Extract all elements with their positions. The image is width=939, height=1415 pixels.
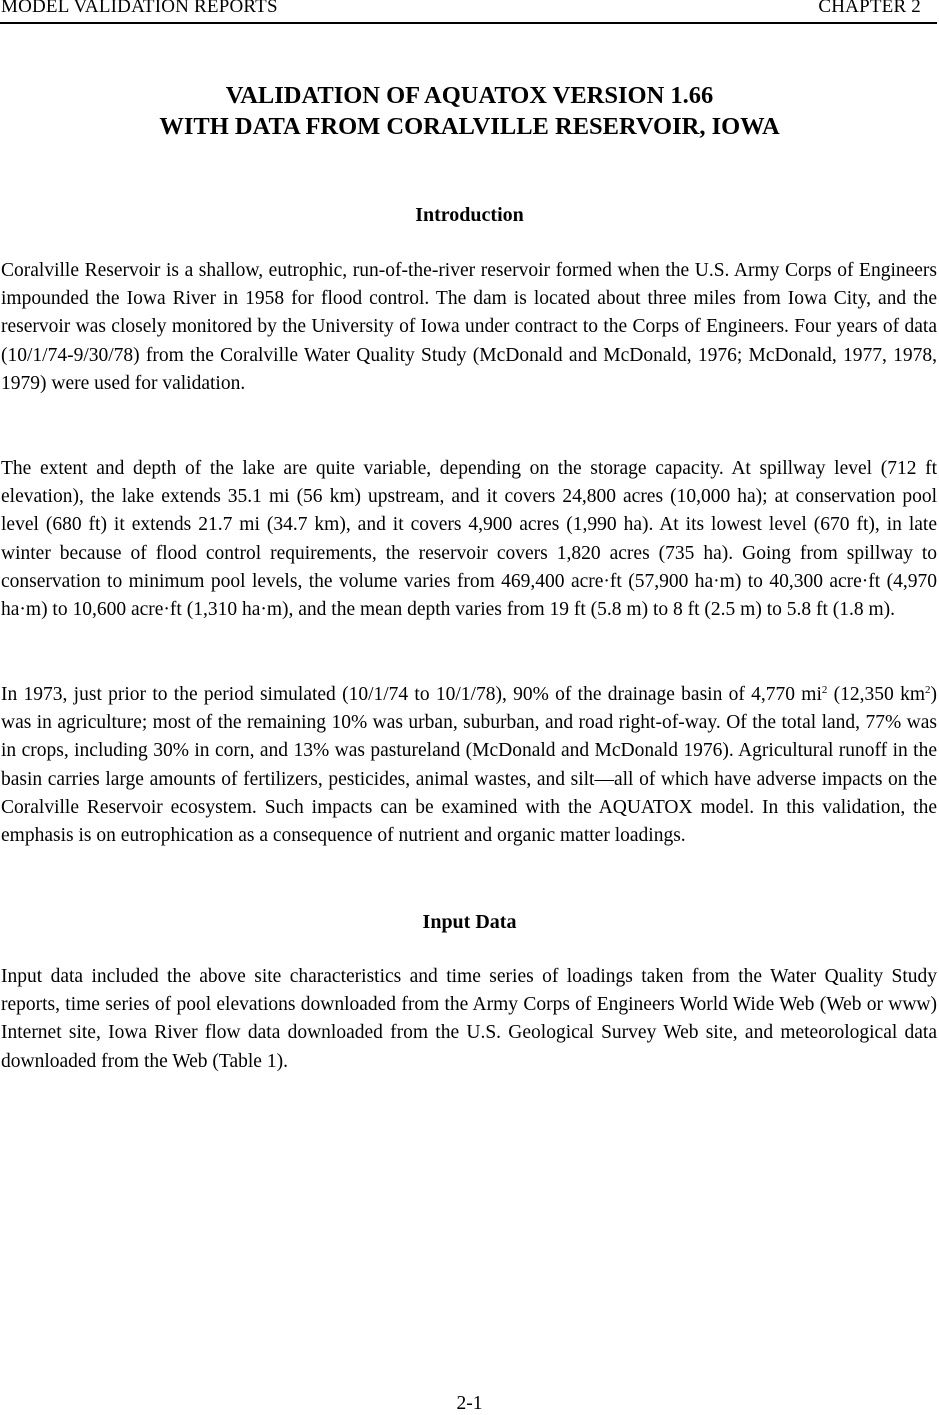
square-km-superscript: 2	[925, 684, 931, 696]
document-title-line-1: VALIDATION OF AQUATOX VERSION 1.66	[225, 82, 714, 109]
input-data-heading: Input Data	[422, 911, 517, 933]
introduction-paragraph-1: Coralville Reservoir is a shallow, eutrophic, run-of-the-river reservoir formed when the U.S. Army Corps of Engineers impounded the Iowa River in 1958 for flood control. The dam is located about three miles from Iowa City, and the reservoir was closely monitored by the University of Iowa under contract to the Corps of Engineers. Four years of data (10/1/74-9/30/78) from the Coralville Water Quality Study (McDonald and McDonald, 1976; McDonald, 1977, 1978, 1979) were used for validation.	[1, 260, 937, 394]
introduction-paragraph-3	[1, 681, 937, 850]
header-report-series: MODEL VALIDATION REPORTS	[1, 0, 278, 17]
header-chapter: CHAPTER 2	[818, 0, 921, 17]
paragraph-3-text-c: ) was in agriculture; most of the remaining 10% was urban, suburban, and road right-of-way. Of the total land, 77% was in crops, including 30% in corn, and 13% was pastureland (McDonald and McDonald 1976). Agricultural runoff in the basin carries large amounts of fertilizers, pesticides, animal wastes, and silt—all of which have adverse impacts on the Coralville Reservoir ecosystem. Such impacts can be examined with the AQUATOX model. In this validation, the emphasis is on eutrophication as a consequence of nutrient and organic matter loadings.	[1, 684, 937, 847]
document-title-line-2: WITH DATA FROM CORALVILLE RESERVOIR, IOWA	[159, 113, 780, 140]
running-header	[0, 0, 937, 24]
input-data-paragraph-1: Input data included the above site characteristics and time series of loadings taken from the Water Quality Study reports, time series of pool elevations downloaded from the Army Corps of Engineers World Wide Web (Web or www) Internet site, Iowa River flow data downloaded from the U.S. Geological Survey Web site, and meteorological data downloaded from the Web (Table 1).	[1, 966, 937, 1072]
page-number: 2-1	[456, 1393, 483, 1414]
paragraph-3-text-b: (12,350 km	[827, 684, 925, 705]
introduction-paragraph-2: The extent and depth of the lake are quite variable, depending on the storage capacity. At spillway level (712 ft elevation), the lake extends 35.1 mi (56 km) upstream, and it covers 24,800 acres (10,000 ha); at conservation pool level (680 ft) it extends 21.7 mi (34.7 km), and it covers 4,900 acres (1,990 ha). At its lowest level (670 ft), in late winter because of flood control requirements, the reservoir covers 1,820 acres (735 ha). Going from spillway to conservation to minimum pool levels, the volume varies from 469,400 acre·ft (57,900 ha·m) to 40,300 acre·ft (4,970 ha·m) to 10,600 acre·ft (1,310 ha·m), and the mean depth varies from 19 ft (5.8 m) to 8 ft (2.5 m) to 5.8 ft (1.8 m).	[1, 458, 937, 621]
introduction-heading: Introduction	[415, 204, 524, 226]
paragraph-3-text-a: In 1973, just prior to the period simulated (10/1/74 to 10/1/78), 90% of the drainage basin of 4,770 mi	[1, 684, 822, 705]
square-miles-superscript: 2	[821, 684, 828, 696]
document-title	[0, 80, 939, 142]
